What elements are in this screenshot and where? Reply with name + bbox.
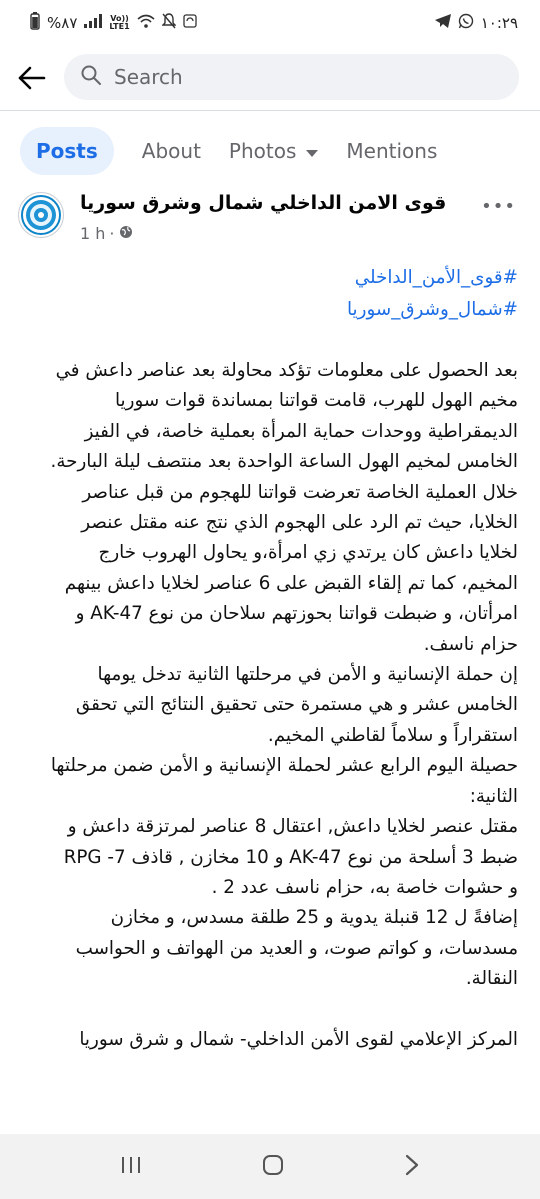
search-icon [64,64,102,90]
dot-separator: · [109,224,115,243]
globe-icon [119,224,133,243]
hashtag-link[interactable]: #شمال_وشرق_سوريا [346,299,518,320]
mute-icon [162,13,176,33]
post-line: الخامس لمخيم الهول الساعة الواحدة بعد منتصف ليلة البارحة. [50,451,518,473]
post-line: استقراراً و سلاماً لقاطني المخيم. [267,724,518,746]
post-body [22,356,518,1055]
clock-time: ١٠:٢٩ [480,14,518,32]
search-input[interactable] [64,54,519,100]
post-line: ضبط 3 أسلحة من نوع AK-47 و 10 مخازن , قاذف 7- RPG [63,846,518,868]
post-line: حصيلة اليوم الرابع عشر لحملة الإنسانية و الأمن ضمن مرحلتها [50,755,518,777]
status-right [435,13,518,33]
back-arrow-icon[interactable] [14,60,50,96]
post-line: النقالة. [465,968,518,990]
recent-apps-icon[interactable] [120,1155,142,1179]
post-line: الخلايا، حيث تم الرد على الهجوم الذي نتج عنه مقتل عنصر [81,512,518,534]
sync-icon [183,14,197,32]
whatsapp-icon [458,13,474,33]
post-hashtags [22,262,518,326]
tab-about[interactable]: About [141,139,201,163]
post-line: مخيم الهول للهرب، قامت قواتنا بمساندة قوات سوريا [114,390,518,412]
avatar[interactable] [18,192,64,238]
post-line: المخيم، كما تم إلقاء القبض على 6 عناصر لخلايا داعش بينهم [64,572,518,594]
post-signature: المركز الإعلامي لقوى الأمن الداخلي- شمال و شرق سوريا [79,1028,518,1050]
signal-icon [84,14,102,32]
post-line: خلال العملية الخاصة تعرضت قواتنا للهجوم من قبل عناصر [82,481,518,503]
search-row [0,50,540,106]
tab-photos-label: Photos [228,139,297,163]
post-line: بعد الحصول على معلومات تؤكد محاولة بعد عناصر داعش في [55,360,518,381]
profile-tabs [20,126,520,176]
post-line: مقتل عنصر لخلايا داعش, اعتقال 8 عناصر لمرتزقة داعش و [67,816,518,838]
status-bar [0,0,540,46]
hashtag-link[interactable]: #قوى_الأمن_الداخلي [354,267,518,288]
post-line: الخامس عشر و هي مستمرة حتى تحقيق النتائج التي تحقق [75,694,518,716]
telegram-icon [435,14,451,32]
wifi-icon [137,14,155,32]
home-icon[interactable] [261,1153,285,1181]
paragraph-gap [22,995,518,1025]
battery-icon [30,12,40,34]
header-divider [0,110,540,111]
tab-posts[interactable]: Posts [20,127,114,175]
lte-indicator: Vo)) LTE1 [109,14,130,31]
battery-percent: %٨٧ [47,14,78,32]
tab-mentions[interactable]: Mentions [346,139,438,163]
post-line: إضافةً ل 12 قنبلة يدوية و 25 طلقة مسدس، و مخازن [110,907,518,929]
post-meta [80,224,133,243]
system-nav-bar [0,1134,540,1199]
post-content [22,262,518,1055]
post-author[interactable]: قوى الامن الداخلي شمال وشرق سوريا [80,192,447,214]
post-line: لخلايا داعش كان يرتدي زي امرأة،و يحاول الهروب خارج [98,542,518,564]
post-line: الديمقراطية ووحدات حماية المرأة بعملية خاصة، في الفيز [84,420,518,442]
caret-down-icon [306,139,318,163]
back-nav-icon[interactable] [404,1154,420,1180]
status-left [30,12,197,34]
post-line: الثانية: [469,785,518,807]
post-line: و حشوات خاصة به، حزام ناسف عدد 2 . [211,876,518,898]
post-line: حزام ناسف. [423,633,518,655]
post-line: امرأتان، و ضبطت قواتنا بحوزتهم سلاحان من نوع AK-47 و [75,603,518,625]
tab-photos[interactable] [229,127,318,175]
search-placeholder: Search [114,65,183,89]
post-line: إن حملة الإنسانية و الأمن في مرحلتها الثانية تدخل يومها [97,664,518,686]
more-options-icon[interactable]: ••• [481,196,516,217]
post-time[interactable]: 1 h [80,224,106,243]
post-line: مسدسات، و كواتم صوت، و العديد من الهواتف و الحواسب [75,937,518,959]
